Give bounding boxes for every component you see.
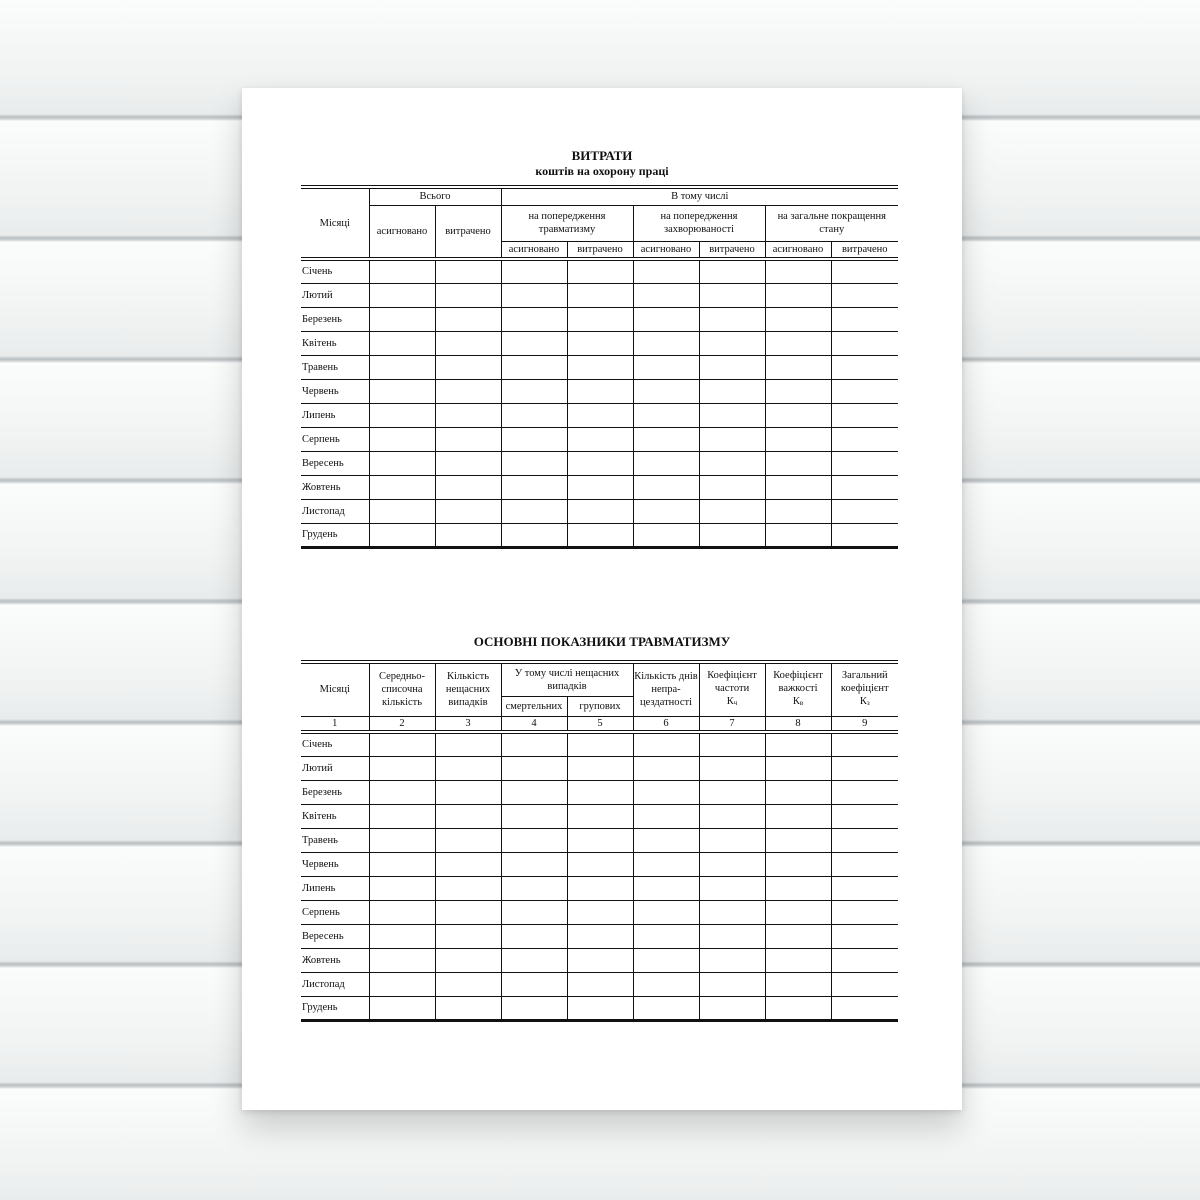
- data-cell[interactable]: [699, 427, 765, 451]
- data-cell[interactable]: [435, 876, 501, 900]
- month-label: Березень: [301, 780, 369, 804]
- data-cell[interactable]: [369, 427, 435, 451]
- data-cell[interactable]: [435, 972, 501, 996]
- data-cell[interactable]: [501, 804, 567, 828]
- data-cell[interactable]: [699, 355, 765, 379]
- general-coef-label: Загальний коефіцієнт: [840, 670, 889, 695]
- data-cell[interactable]: [435, 259, 501, 283]
- data-cell[interactable]: [765, 852, 831, 876]
- data-cell[interactable]: [699, 283, 765, 307]
- general-coef-subscript: з: [866, 699, 870, 708]
- data-cell[interactable]: [567, 355, 633, 379]
- data-cell[interactable]: [435, 355, 501, 379]
- data-cell[interactable]: [369, 924, 435, 948]
- spent-header: витрачено: [831, 241, 898, 259]
- data-cell[interactable]: [633, 427, 699, 451]
- data-cell[interactable]: [831, 852, 898, 876]
- data-cell[interactable]: [633, 283, 699, 307]
- data-cell[interactable]: [699, 852, 765, 876]
- data-cell[interactable]: [633, 972, 699, 996]
- data-cell[interactable]: [501, 972, 567, 996]
- data-cell[interactable]: [831, 379, 898, 403]
- data-cell[interactable]: [435, 828, 501, 852]
- data-cell[interactable]: [831, 259, 898, 283]
- severity-coef-symbol: К: [792, 696, 800, 708]
- data-cell[interactable]: [699, 876, 765, 900]
- data-cell[interactable]: [567, 283, 633, 307]
- month-label: Травень: [301, 828, 369, 852]
- data-cell[interactable]: [765, 355, 831, 379]
- data-cell[interactable]: [633, 948, 699, 972]
- data-cell[interactable]: [567, 259, 633, 283]
- data-cell[interactable]: [831, 355, 898, 379]
- data-cell[interactable]: [435, 283, 501, 307]
- frequency-coef-subscript: ч: [733, 699, 738, 708]
- data-cell[interactable]: [369, 475, 435, 499]
- data-cell[interactable]: [435, 427, 501, 451]
- data-cell[interactable]: [831, 804, 898, 828]
- month-label: Липень: [301, 403, 369, 427]
- table-row: [301, 852, 898, 876]
- month-label: Серпень: [301, 427, 369, 451]
- accidents-header: Кількість нещасних випадків: [435, 662, 501, 716]
- table-row: [301, 259, 898, 283]
- data-cell[interactable]: [831, 948, 898, 972]
- data-cell[interactable]: [501, 379, 567, 403]
- data-cell[interactable]: [765, 732, 831, 756]
- data-cell[interactable]: [369, 732, 435, 756]
- data-cell[interactable]: [699, 379, 765, 403]
- column-number: 9: [831, 716, 898, 732]
- data-cell[interactable]: [567, 828, 633, 852]
- data-cell[interactable]: [567, 852, 633, 876]
- month-label: Грудень: [301, 996, 369, 1020]
- general-coef-header: [831, 662, 898, 716]
- group-header: групових: [567, 696, 633, 716]
- data-cell[interactable]: [369, 756, 435, 780]
- data-cell[interactable]: [435, 499, 501, 523]
- data-cell[interactable]: [831, 732, 898, 756]
- data-cell[interactable]: [435, 804, 501, 828]
- injury-indicators-title: ОСНОВНІ ПОКАЗНИКИ ТРАВМАТИЗМУ: [473, 634, 731, 649]
- data-cell[interactable]: [501, 355, 567, 379]
- data-cell[interactable]: [369, 451, 435, 475]
- data-cell[interactable]: [699, 732, 765, 756]
- data-cell[interactable]: [369, 355, 435, 379]
- data-cell[interactable]: [765, 780, 831, 804]
- table-row: [301, 379, 898, 403]
- data-cell[interactable]: [699, 996, 765, 1020]
- allocated-header: асигновано: [501, 241, 567, 259]
- data-cell[interactable]: [633, 331, 699, 355]
- month-label: Лютий: [301, 283, 369, 307]
- column-number: 4: [501, 716, 567, 732]
- paper-sheet: [242, 88, 962, 1110]
- data-cell[interactable]: [633, 828, 699, 852]
- data-cell[interactable]: [765, 403, 831, 427]
- data-cell[interactable]: [501, 780, 567, 804]
- data-cell[interactable]: [831, 828, 898, 852]
- data-cell[interactable]: [501, 451, 567, 475]
- allocated-header: асигновано: [633, 241, 699, 259]
- disease-prevention-header: на попередження захворюваності: [633, 205, 765, 241]
- data-cell[interactable]: [699, 924, 765, 948]
- data-cell[interactable]: [765, 924, 831, 948]
- table-row: [301, 475, 898, 499]
- month-label: Листопад: [301, 499, 369, 523]
- severity-coef-header: [765, 662, 831, 716]
- data-cell[interactable]: [501, 996, 567, 1020]
- frequency-coef-label: Коефіцієнт частоти: [707, 670, 757, 695]
- data-cell[interactable]: [435, 523, 501, 547]
- data-cell[interactable]: [699, 780, 765, 804]
- data-cell[interactable]: [501, 283, 567, 307]
- month-label: Лютий: [301, 756, 369, 780]
- data-cell[interactable]: [501, 732, 567, 756]
- month-label: Квітень: [301, 331, 369, 355]
- month-label: Червень: [301, 379, 369, 403]
- data-cell[interactable]: [435, 756, 501, 780]
- data-cell[interactable]: [501, 924, 567, 948]
- injury-indicators-table: [301, 660, 898, 1022]
- data-cell[interactable]: [435, 732, 501, 756]
- data-cell[interactable]: [831, 780, 898, 804]
- data-cell[interactable]: [633, 451, 699, 475]
- table-row: [301, 948, 898, 972]
- data-cell[interactable]: [567, 307, 633, 331]
- data-cell[interactable]: [831, 403, 898, 427]
- expenses-title: ВИТРАТИ: [571, 148, 633, 163]
- table-row: [301, 355, 898, 379]
- data-cell[interactable]: [369, 780, 435, 804]
- table-row: [301, 499, 898, 523]
- data-cell[interactable]: [501, 259, 567, 283]
- injury-prevention-header: на попередження травматизму: [501, 205, 633, 241]
- data-cell[interactable]: [435, 403, 501, 427]
- month-label: Грудень: [301, 523, 369, 547]
- table-row: [301, 876, 898, 900]
- data-cell[interactable]: [831, 451, 898, 475]
- data-cell[interactable]: [699, 307, 765, 331]
- data-cell[interactable]: [831, 900, 898, 924]
- table-row: [301, 972, 898, 996]
- data-cell[interactable]: [765, 427, 831, 451]
- data-cell[interactable]: [699, 331, 765, 355]
- data-cell[interactable]: [567, 876, 633, 900]
- data-cell[interactable]: [633, 307, 699, 331]
- data-cell[interactable]: [501, 900, 567, 924]
- data-cell[interactable]: [435, 948, 501, 972]
- data-cell[interactable]: [633, 259, 699, 283]
- data-cell[interactable]: [633, 900, 699, 924]
- month-label: Листопад: [301, 972, 369, 996]
- table-row: [301, 996, 898, 1020]
- fatal-header: смертельних: [501, 696, 567, 716]
- data-cell[interactable]: [501, 876, 567, 900]
- table-row: [301, 283, 898, 307]
- data-cell[interactable]: [435, 331, 501, 355]
- data-cell[interactable]: [765, 972, 831, 996]
- data-cell[interactable]: [501, 948, 567, 972]
- data-cell[interactable]: [765, 523, 831, 547]
- frequency-coef-header: [699, 662, 765, 716]
- month-label: Жовтень: [301, 475, 369, 499]
- data-cell[interactable]: [831, 523, 898, 547]
- data-cell[interactable]: [633, 924, 699, 948]
- data-cell[interactable]: [765, 259, 831, 283]
- severity-coef-label: Коефіцієнт важкості: [773, 670, 823, 695]
- data-cell[interactable]: [633, 804, 699, 828]
- data-cell[interactable]: [765, 900, 831, 924]
- data-cell[interactable]: [567, 499, 633, 523]
- data-cell[interactable]: [501, 756, 567, 780]
- data-cell[interactable]: [633, 379, 699, 403]
- data-cell[interactable]: [699, 259, 765, 283]
- data-cell[interactable]: [831, 756, 898, 780]
- month-label: Червень: [301, 852, 369, 876]
- data-cell[interactable]: [633, 475, 699, 499]
- table-row: [301, 523, 898, 547]
- table-row: [301, 451, 898, 475]
- data-cell[interactable]: [369, 876, 435, 900]
- month-label: Вересень: [301, 924, 369, 948]
- table-row: [301, 804, 898, 828]
- column-number: 2: [369, 716, 435, 732]
- data-cell[interactable]: [831, 331, 898, 355]
- data-cell[interactable]: [567, 732, 633, 756]
- data-cell[interactable]: [699, 451, 765, 475]
- data-cell[interactable]: [501, 403, 567, 427]
- data-cell[interactable]: [567, 756, 633, 780]
- data-cell[interactable]: [699, 499, 765, 523]
- data-cell[interactable]: [567, 900, 633, 924]
- data-cell[interactable]: [369, 948, 435, 972]
- data-cell[interactable]: [699, 804, 765, 828]
- table-row: [301, 403, 898, 427]
- month-label: Липень: [301, 876, 369, 900]
- data-cell[interactable]: [765, 804, 831, 828]
- data-cell[interactable]: [369, 828, 435, 852]
- data-cell[interactable]: [435, 900, 501, 924]
- table-row: [301, 756, 898, 780]
- data-cell[interactable]: [699, 756, 765, 780]
- column-number: 6: [633, 716, 699, 732]
- data-cell[interactable]: [435, 307, 501, 331]
- data-cell[interactable]: [567, 427, 633, 451]
- data-cell[interactable]: [369, 307, 435, 331]
- spent-header: витрачено: [567, 241, 633, 259]
- data-cell[interactable]: [369, 900, 435, 924]
- data-cell[interactable]: [633, 756, 699, 780]
- column-number: 5: [567, 716, 633, 732]
- data-cell[interactable]: [765, 996, 831, 1020]
- data-cell[interactable]: [501, 499, 567, 523]
- data-cell[interactable]: [567, 972, 633, 996]
- data-cell[interactable]: [501, 828, 567, 852]
- data-cell[interactable]: [765, 475, 831, 499]
- table-row: [301, 924, 898, 948]
- general-coef-symbol: К: [859, 696, 867, 708]
- data-cell[interactable]: [633, 732, 699, 756]
- month-label: Березень: [301, 307, 369, 331]
- data-cell[interactable]: [765, 876, 831, 900]
- data-cell[interactable]: [501, 331, 567, 355]
- data-cell[interactable]: [369, 283, 435, 307]
- data-cell[interactable]: [831, 475, 898, 499]
- month-label: Квітень: [301, 804, 369, 828]
- column-number: 3: [435, 716, 501, 732]
- data-cell[interactable]: [369, 996, 435, 1020]
- data-cell[interactable]: [567, 924, 633, 948]
- table-row: [301, 828, 898, 852]
- data-cell[interactable]: [831, 427, 898, 451]
- expenses-subtitle: коштів на охорону праці: [535, 164, 669, 178]
- disability-days-header: Кількість днів непра-цездатності: [633, 662, 699, 716]
- data-cell[interactable]: [435, 379, 501, 403]
- allocated-header: асигновано: [765, 241, 831, 259]
- table-row: [301, 307, 898, 331]
- data-cell[interactable]: [699, 403, 765, 427]
- data-cell[interactable]: [435, 780, 501, 804]
- data-cell[interactable]: [567, 331, 633, 355]
- data-cell[interactable]: [435, 451, 501, 475]
- total-header: Всього: [369, 187, 501, 205]
- months-header: Місяці: [301, 662, 369, 716]
- data-cell[interactable]: [567, 475, 633, 499]
- data-cell[interactable]: [633, 499, 699, 523]
- table-row: [301, 732, 898, 756]
- table-row: [301, 427, 898, 451]
- table-row: [301, 900, 898, 924]
- data-cell[interactable]: [369, 523, 435, 547]
- data-cell[interactable]: [699, 523, 765, 547]
- data-cell[interactable]: [831, 972, 898, 996]
- data-cell[interactable]: [501, 427, 567, 451]
- spent-header: витрачено: [699, 241, 765, 259]
- data-cell[interactable]: [501, 852, 567, 876]
- data-cell[interactable]: [567, 403, 633, 427]
- data-cell[interactable]: [369, 852, 435, 876]
- data-cell[interactable]: [699, 475, 765, 499]
- data-cell[interactable]: [435, 996, 501, 1020]
- data-cell[interactable]: [765, 499, 831, 523]
- data-cell[interactable]: [699, 948, 765, 972]
- data-cell[interactable]: [369, 972, 435, 996]
- data-cell[interactable]: [369, 331, 435, 355]
- month-label: Травень: [301, 355, 369, 379]
- column-number: 1: [301, 716, 369, 732]
- data-cell[interactable]: [501, 307, 567, 331]
- data-cell[interactable]: [369, 379, 435, 403]
- total-allocated-header: асигновано: [369, 205, 435, 259]
- general-improvement-header: на загальне покращення стану: [765, 205, 898, 241]
- data-cell[interactable]: [567, 948, 633, 972]
- including-accidents-header: У тому числі нещасних випадків: [501, 662, 633, 696]
- data-cell[interactable]: [831, 283, 898, 307]
- data-cell[interactable]: [765, 307, 831, 331]
- including-header: В тому числі: [501, 187, 898, 205]
- data-cell[interactable]: [369, 403, 435, 427]
- table-row: [301, 780, 898, 804]
- data-cell[interactable]: [765, 828, 831, 852]
- data-cell[interactable]: [765, 948, 831, 972]
- severity-coef-subscript: в: [799, 699, 804, 708]
- data-cell[interactable]: [633, 523, 699, 547]
- data-cell[interactable]: [567, 996, 633, 1020]
- data-cell[interactable]: [369, 499, 435, 523]
- data-cell[interactable]: [567, 379, 633, 403]
- data-cell[interactable]: [633, 876, 699, 900]
- months-header: Місяці: [301, 187, 369, 259]
- data-cell[interactable]: [369, 259, 435, 283]
- data-cell[interactable]: [633, 996, 699, 1020]
- frequency-coef-symbol: К: [726, 696, 734, 708]
- data-cell[interactable]: [765, 379, 831, 403]
- data-cell[interactable]: [567, 451, 633, 475]
- data-cell[interactable]: [831, 876, 898, 900]
- data-cell[interactable]: [435, 852, 501, 876]
- data-cell[interactable]: [501, 475, 567, 499]
- column-number: 8: [765, 716, 831, 732]
- total-spent-header: витрачено: [435, 205, 501, 259]
- data-cell[interactable]: [633, 852, 699, 876]
- data-cell[interactable]: [765, 756, 831, 780]
- data-cell[interactable]: [435, 924, 501, 948]
- month-label: Січень: [301, 259, 369, 283]
- data-cell[interactable]: [831, 307, 898, 331]
- data-cell[interactable]: [831, 924, 898, 948]
- month-label: Жовтень: [301, 948, 369, 972]
- data-cell[interactable]: [633, 355, 699, 379]
- data-cell[interactable]: [765, 451, 831, 475]
- data-cell[interactable]: [699, 900, 765, 924]
- month-label: Вересень: [301, 451, 369, 475]
- expenses-table: [301, 185, 898, 549]
- data-cell[interactable]: [699, 972, 765, 996]
- data-cell[interactable]: [369, 804, 435, 828]
- data-cell[interactable]: [699, 828, 765, 852]
- month-label: Серпень: [301, 900, 369, 924]
- data-cell[interactable]: [633, 780, 699, 804]
- data-cell[interactable]: [567, 780, 633, 804]
- data-cell[interactable]: [567, 523, 633, 547]
- data-cell[interactable]: [765, 331, 831, 355]
- data-cell[interactable]: [501, 523, 567, 547]
- data-cell[interactable]: [831, 499, 898, 523]
- data-cell[interactable]: [567, 804, 633, 828]
- data-cell[interactable]: [633, 403, 699, 427]
- data-cell[interactable]: [765, 283, 831, 307]
- month-label: Січень: [301, 732, 369, 756]
- avg-count-header: Середньо-списочна кількість: [369, 662, 435, 716]
- data-cell[interactable]: [831, 996, 898, 1020]
- table-row: [301, 331, 898, 355]
- column-number: 7: [699, 716, 765, 732]
- data-cell[interactable]: [435, 475, 501, 499]
